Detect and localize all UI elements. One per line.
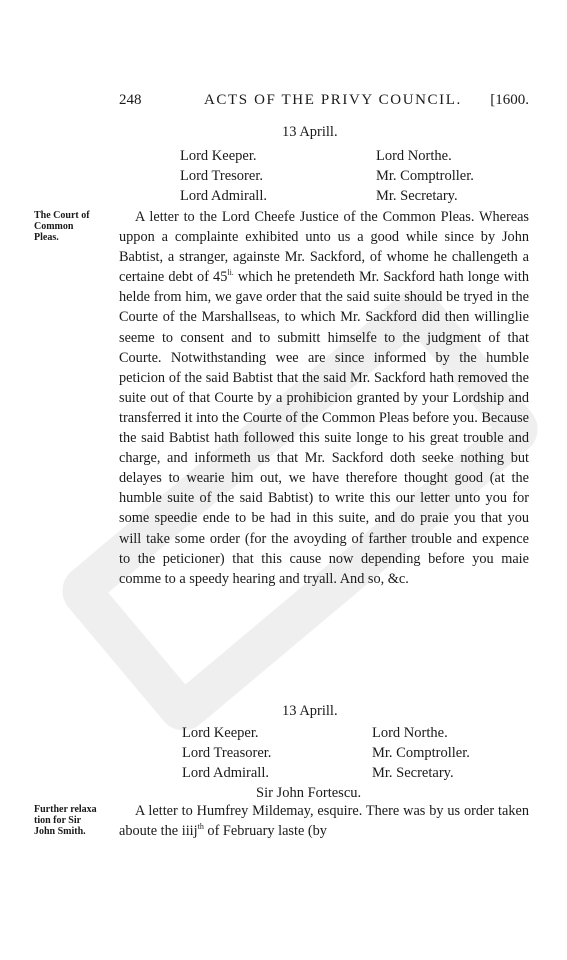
- attendee: Mr. Comptroller.: [372, 745, 470, 761]
- attendee: Mr. Comptroller.: [376, 168, 474, 184]
- running-title: ACTS OF THE PRIVY COUNCIL.: [204, 92, 462, 108]
- paragraph-text: A letter to Humfrey Mildemay, esquire. There was by us order taken aboute the iiij: [119, 803, 529, 840]
- paragraph-text: which he pretendeth Mr. Sackford hath longe with helde from him, we gave order that the said suite should be tryed in the Courte of the Marshallseas, to which Mr. Sackford did then willinglie seeme to consent and to submitt himselfe to the judgment of that Courte. Notwithstanding wee are since informed by the humble peticion of the said Babtist that the said Mr. Sackford hath removed the suite out of that Courte by a prohibicion granted by your Lordship and transferred it into the Courte of the Common Pleas before you. Because the said Babtist hath followed this suite longe to his great trouble and charge, and informeth us that Mr. Sackford doth seeke nothing but delayes to wearie him out, we have therefore thought good (at the humble suite of the said Babtist) to write this our letter unto you for some speedie ende to be had in this suite, and do praie you that you will take some order (for the avoyding of farther trouble and expence to the peticioner) that this cause now depending before you maie comme to a speedy hearing and tryall. And so, &c.: [119, 269, 529, 587]
- superscript: li.: [227, 268, 234, 278]
- margin-note: [34, 804, 114, 837]
- attendee-list: [182, 723, 502, 803]
- attendee: Mr. Secretary.: [376, 188, 458, 204]
- page-number: 248: [119, 92, 142, 108]
- running-header: [119, 92, 539, 112]
- paragraph-text: of February laste (by: [203, 823, 327, 840]
- margin-note-line: John Smith.: [34, 826, 86, 837]
- paragraph-text: A letter to the Lord Cheefe Justice of the Common Pleas. Whereas uppon a complainte exhibited unto us a good while since by John Babtist, a stranger, againste Mr. Sackford, of whome he challengeth a certaine debt of 45: [119, 209, 529, 286]
- attendee: Lord Keeper.: [180, 148, 257, 164]
- margin-note-line: Pleas.: [34, 232, 59, 243]
- margin-note-line: Common: [34, 221, 74, 232]
- margin-note: [34, 210, 114, 243]
- attendee: Lord Admirall.: [180, 188, 267, 204]
- entry-date: 13 Aprill.: [282, 703, 338, 719]
- attendee: Mr. Secretary.: [372, 765, 454, 781]
- attendee: Lord Admirall.: [182, 765, 269, 781]
- header-year: [1600.: [490, 92, 529, 108]
- attendee: Lord Keeper.: [182, 725, 259, 741]
- margin-note-line: tion for Sir: [34, 815, 82, 826]
- attendee: Sir John Fortescu.: [256, 785, 362, 801]
- attendee-list: [180, 146, 500, 206]
- attendee: Lord Treasorer.: [182, 745, 272, 761]
- entry-date: 13 Aprill.: [282, 124, 338, 140]
- superscript: th: [197, 822, 204, 832]
- letter-paragraph: [119, 207, 529, 589]
- margin-note-line: Further relaxa: [34, 804, 97, 815]
- attendee: Lord Northe.: [372, 725, 448, 741]
- margin-note-line: The Court of: [34, 210, 90, 221]
- attendee: Lord Tresorer.: [180, 168, 263, 184]
- attendee: Lord Northe.: [376, 148, 452, 164]
- letter-paragraph: [119, 801, 529, 841]
